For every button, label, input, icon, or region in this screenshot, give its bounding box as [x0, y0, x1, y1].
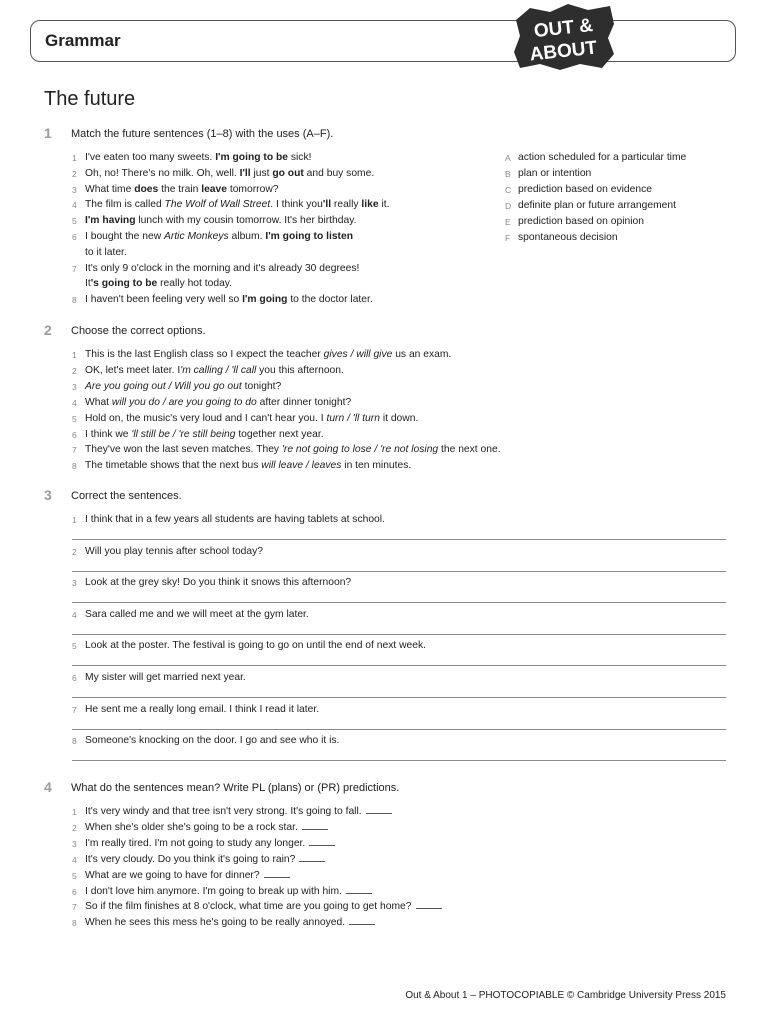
exercise-4-instruction: What do the sentences mean? Write PL (plans) or (PR) predictions. [71, 782, 400, 794]
text-fragment: It's only 9 o'clock in the morning and it's already 30 degrees! [85, 262, 360, 274]
item-number: 6 [72, 232, 77, 242]
exercise-2-number: 2 [44, 322, 52, 338]
use-text: spontaneous decision [518, 232, 618, 243]
italic-fragment: 'll still be / 're still being [131, 428, 236, 440]
italic-fragment: gives / will give [323, 349, 393, 360]
item-text [85, 245, 127, 261]
item-number: 2 [72, 822, 77, 833]
item-number: 1 [72, 807, 77, 817]
bold-fragment: leave [201, 183, 227, 195]
item-text [85, 544, 263, 560]
item-text [85, 638, 426, 654]
answer-line[interactable] [72, 665, 726, 666]
bold-fragment: I'm having [85, 215, 136, 227]
use-letter: A [505, 153, 511, 163]
item-text [85, 852, 325, 868]
text-fragment: us an exam. [392, 349, 452, 360]
item-number: 3 [72, 578, 77, 589]
text-fragment: sick! [288, 152, 312, 163]
use-text: action scheduled for a particular time [518, 152, 687, 163]
text-fragment: He sent me a really long email. I think I read it later. [85, 703, 320, 715]
item-text [85, 166, 374, 182]
exercise-1-instruction: Match the future sentences (1–8) with the uses (A–F). [71, 128, 334, 140]
text-fragment: to the doctor later. [287, 294, 373, 306]
bold-fragment: like [361, 199, 379, 211]
text-fragment: My sister will get married next year. [85, 672, 246, 683]
text-fragment: When she's older she's going to be a rock star. [85, 821, 298, 833]
use-letter: C [505, 185, 512, 195]
item-number: 1 [72, 153, 77, 163]
bold-fragment: I'm going to listen [265, 231, 354, 242]
item-number: 2 [72, 168, 77, 179]
text-fragment: I think that in a few years all students are having tablets at school. [85, 514, 385, 525]
text-fragment: to it later. [85, 246, 127, 258]
item-text [85, 607, 309, 623]
text-fragment: It's very windy and that tree isn't very strong. It's going to fall. [85, 806, 362, 817]
text-fragment: it down. [379, 412, 419, 424]
item-text [85, 884, 372, 900]
item-text [85, 276, 232, 292]
item-text [85, 150, 311, 166]
item-number: 4 [72, 200, 77, 211]
text-fragment: album. [228, 231, 266, 242]
text-fragment: Hold on, the music's very loud and I can't hear you. I [85, 412, 327, 424]
use-letter: D [505, 201, 512, 211]
item-text [85, 575, 351, 591]
item-number: 5 [72, 870, 77, 881]
item-number: 6 [72, 886, 77, 897]
italic-fragment: Artic Monkeys [164, 231, 229, 242]
italic-fragment: 'm calling / 'll call [180, 364, 257, 376]
text-fragment: and buy some. [303, 167, 375, 179]
item-text [85, 411, 418, 427]
text-fragment: The timetable shows that the next bus [85, 460, 262, 472]
italic-fragment: will leave / leaves [261, 460, 342, 472]
item-number: 4 [72, 854, 77, 865]
answer-blank[interactable] [416, 899, 442, 909]
bold-fragment: go out [272, 167, 304, 179]
use-text: prediction based on evidence [518, 184, 652, 195]
use-letter: E [505, 217, 511, 227]
item-number: 7 [72, 704, 77, 715]
item-number: 5 [72, 216, 77, 227]
answer-blank[interactable] [299, 852, 325, 862]
text-fragment: really hot today. [157, 278, 233, 290]
exercise-2-instruction: Choose the correct options. [71, 325, 206, 337]
item-number: 6 [72, 673, 77, 683]
text-fragment: I don't love him anymore. I'm going to break up with him. [85, 885, 342, 897]
italic-fragment: will you do / are you going to do [111, 396, 257, 408]
page-title: The future [44, 88, 136, 110]
bold-fragment: I'm going [242, 294, 288, 306]
text-fragment: Will you play tennis after school today? [85, 545, 263, 557]
answer-blank[interactable] [366, 804, 392, 814]
item-number: 8 [72, 461, 77, 472]
item-number: 8 [72, 918, 77, 929]
item-text [85, 379, 281, 395]
item-text [85, 458, 411, 474]
text-fragment: in ten minutes. [341, 460, 412, 472]
text-fragment: What [85, 396, 112, 408]
use-text: definite plan or future arrangement [518, 200, 676, 211]
exercise-3-number: 3 [44, 487, 52, 503]
text-fragment: just [250, 167, 273, 179]
item-text [85, 229, 353, 245]
italic-fragment: Are you going out / Will you go out [85, 380, 242, 392]
item-number: 4 [72, 609, 77, 620]
logo-text-line2: ABOUT [528, 37, 599, 66]
text-fragment: the next one. [438, 444, 501, 456]
item-text [85, 363, 344, 379]
text-fragment: you this afternoon. [256, 364, 344, 376]
answer-line[interactable] [72, 729, 726, 730]
text-fragment: I haven't been feeling very well so [85, 294, 243, 306]
text-fragment: It's very cloudy. Do you think it's going to rain? [85, 853, 296, 865]
bold-fragment: I'll [239, 167, 251, 179]
item-number: 3 [72, 838, 77, 849]
text-fragment: tonight? [241, 380, 282, 392]
text-fragment: together next year. [235, 428, 324, 440]
text-fragment: tomorrow? [226, 183, 279, 195]
item-text [85, 702, 319, 718]
item-text [85, 512, 385, 528]
item-text [85, 804, 392, 820]
item-number: 1 [72, 350, 77, 360]
text-fragment: This is the last English class so I expect the teacher [85, 349, 324, 360]
text-fragment: lunch with my cousin tomorrow. It's her birthday. [135, 215, 357, 227]
section-title: Grammar [45, 31, 121, 50]
text-fragment: It [85, 278, 91, 290]
item-number: 4 [72, 397, 77, 408]
text-fragment: So if the film finishes at 8 o'clock, what time are you going to get home? [85, 901, 412, 913]
item-number: 8 [72, 736, 77, 747]
footer-copyright: Out & About 1 – PHOTOCOPIABLE © Cambridge University Press 2015 [405, 990, 726, 1001]
text-fragment: I've eaten too many sweets. [85, 152, 216, 163]
bold-fragment: does [134, 183, 159, 195]
out-and-about-logo [510, 2, 618, 72]
text-fragment: after dinner tonight? [256, 396, 352, 408]
item-text [85, 197, 389, 213]
item-number: 5 [72, 413, 77, 424]
italic-fragment: The Wolf of Wall Street [164, 199, 271, 211]
item-number: 5 [72, 641, 77, 652]
item-text [85, 395, 351, 411]
text-fragment: the train [158, 183, 202, 195]
item-number: 7 [72, 263, 77, 274]
bold-fragment: 's going to be [90, 278, 158, 290]
item-number: 7 [72, 445, 77, 456]
item-number: 2 [72, 365, 77, 376]
use-text: plan or intention [518, 168, 592, 179]
bold-fragment: 'll [322, 199, 332, 211]
text-fragment: Oh, no! There's no milk. Oh, well. [85, 167, 240, 179]
text-fragment: Look at the grey sky! Do you think it snows this afternoon? [85, 577, 352, 589]
bold-fragment: I'm going to be [215, 152, 288, 163]
use-letter: B [505, 169, 511, 179]
logo-text-line1: OUT & [532, 14, 594, 43]
item-number: 1 [72, 515, 77, 525]
item-text [85, 868, 290, 884]
answer-line[interactable] [72, 539, 726, 540]
item-text [85, 836, 335, 852]
item-text [85, 427, 324, 443]
text-fragment: I bought the new [85, 231, 165, 242]
text-fragment: really [331, 199, 362, 211]
use-text: prediction based on opinion [518, 216, 644, 227]
item-text [85, 292, 373, 308]
text-fragment: Look at the poster. The festival is going to go on until the end of next week. [85, 640, 426, 652]
text-fragment: Sara called me and we will meet at the gym later. [85, 608, 309, 620]
text-fragment: I think we [85, 428, 132, 440]
item-text [85, 442, 501, 458]
text-fragment: OK, let's meet later. I [85, 364, 181, 376]
text-fragment: . I think you [270, 199, 323, 211]
text-fragment: I'm really tired. I'm not going to study any longer. [85, 837, 306, 849]
item-number: 3 [72, 184, 77, 195]
text-fragment: Someone's knocking on the door. I go and see who it is. [85, 735, 340, 747]
text-fragment: When he sees this mess he's going to be really annoyed. [85, 917, 346, 929]
item-number: 8 [72, 295, 77, 306]
text-fragment: it. [378, 199, 390, 211]
exercise-3-instruction: Correct the sentences. [71, 490, 182, 502]
answer-blank[interactable] [346, 884, 372, 894]
item-text [85, 820, 328, 836]
answer-blank[interactable] [349, 915, 375, 925]
item-number: 7 [72, 902, 77, 913]
use-letter: F [505, 233, 511, 243]
exercise-4-number: 4 [44, 779, 52, 795]
text-fragment: They've won the last seven matches. They [85, 444, 282, 456]
header-bar [30, 20, 736, 62]
text-fragment: The film is called [85, 199, 165, 211]
item-text [85, 213, 356, 229]
item-number: 2 [72, 546, 77, 557]
answer-line[interactable] [72, 760, 726, 761]
item-number: 3 [72, 381, 77, 392]
text-fragment: What time [85, 183, 135, 195]
item-text [85, 733, 339, 749]
answer-blank[interactable] [264, 868, 290, 878]
item-text [85, 899, 442, 915]
italic-fragment: turn / 'll turn [326, 412, 380, 424]
exercise-1-number: 1 [44, 125, 52, 141]
answer-line[interactable] [72, 571, 726, 572]
item-text [85, 261, 359, 277]
answer-blank[interactable] [302, 820, 328, 830]
item-text [85, 182, 278, 198]
italic-fragment: 're not going to lose / 're not losing [281, 444, 439, 456]
answer-blank[interactable] [309, 836, 335, 846]
item-text [85, 347, 451, 363]
answer-line[interactable] [72, 697, 726, 698]
item-text [85, 670, 246, 686]
item-text [85, 915, 375, 931]
item-number: 6 [72, 429, 77, 440]
answer-line[interactable] [72, 602, 726, 603]
text-fragment: What are we going to have for dinner? [85, 869, 260, 881]
answer-line[interactable] [72, 634, 726, 635]
